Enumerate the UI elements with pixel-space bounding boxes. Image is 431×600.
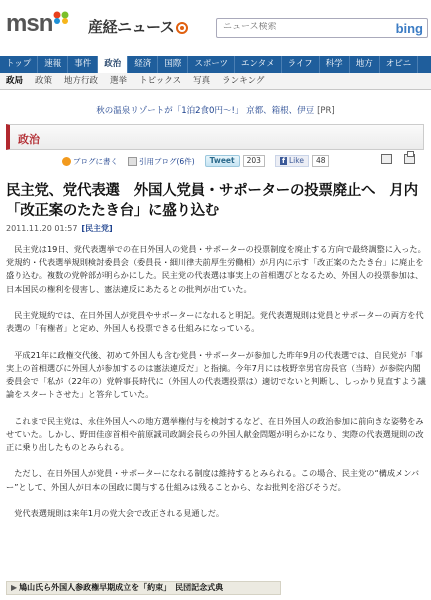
tweet-count: 203 [243,155,265,167]
nav-primary-item[interactable]: 速報 [38,56,68,73]
tweet-button[interactable]: Tweet [205,155,240,167]
search-box [216,18,428,38]
article-paragraph: ただし、在日外国人が党員・サポーターになれる制度は維持するとみられる。この場合、民主党の“構成メンバー”として、外国人が日本の国政に関与する仕組みは残ることから、なお批判を浴びそうだ。 [6,468,420,492]
nav-primary-item[interactable]: 経済 [128,56,158,73]
nav-secondary-item[interactable]: 政策 [35,76,53,86]
secondary-nav [0,73,431,90]
msn-logo-text: msn [6,10,53,37]
promo-banner [0,104,431,116]
nav-primary-item[interactable]: 政治 [98,56,128,73]
blog-icon [62,157,71,166]
nav-primary-item[interactable]: トップ [0,56,38,73]
social-bar [62,154,329,168]
section-header [6,124,424,150]
section-title: 政治 [18,133,40,146]
blog-write-link[interactable]: ブログに書く [73,156,118,166]
sun-icon [176,22,188,34]
like-label: Like [288,156,304,165]
quote-blog-icon [128,157,137,166]
nav-secondary-item[interactable]: 選挙 [110,76,128,86]
nav-secondary-item[interactable]: 政局 [6,76,24,86]
related-article-title: 鳩山氏ら外国人参政権早期成立を「約束」 民団記念式典 [19,583,224,592]
related-article-link[interactable] [6,581,281,595]
primary-nav [0,56,431,73]
quote-blog-link[interactable]: 引用ブログ(6件) [139,156,195,166]
triangle-icon: ▶ [11,583,18,592]
nav-secondary-item[interactable]: ランキング [222,76,265,86]
article-title: 民主党、党代表選 外国人党員・サポーターの投票廃止へ 月内「改正案のたたき台」に盛り込む [6,183,418,219]
article-timestamp: 2011.11.20 01:57 [6,224,78,233]
article-paragraph: 党代表選規則は来年1月の党大会で改正される見通しだ。 [14,507,225,518]
nav-secondary-item[interactable]: 写真 [193,76,211,86]
nav-secondary-item[interactable]: トピックス [139,76,182,86]
search-input[interactable] [223,22,373,32]
article-paragraph: これまで民主党は、永住外国人への地方選挙権付与を検討するなど、在日外国人の政治参加に前向きな姿勢をみせていた。しかし、野田佳彦首相や前原誠司政調会長らの外国人献金問題が明らかになり、実際の代表選規則の改正に乗り出したものとみられる。 [6,415,424,452]
nav-secondary-item[interactable]: 地方行政 [64,76,99,86]
nav-primary-item[interactable]: エンタメ [235,56,282,73]
article-body [6,243,426,533]
bing-search-button[interactable]: bing [395,21,423,36]
nav-primary-item[interactable]: 地方 [350,56,380,73]
print-icon[interactable] [404,154,415,164]
sankei-logo-text: 産経ニュース [88,18,175,36]
nav-primary-item[interactable]: オピニ [380,56,419,73]
facebook-icon: f [281,157,285,165]
article-paragraph: 民主党は19日、党代表選挙での在日外国人の党員・サポーターの投票制度を廃止する方向で最終調整に入った。党規約・代表選挙規則検討委員会（委員長・細川律夫前厚生労働相）が月内に示す「改正案のたたき台」に廃止を盛り込む。複数の党幹部が明らかにした。民主党の代表選は事実上の首相選びとなるため、外国人の投票参加は、日本国民の権利を侵害し、憲法違反にあたるとの批判が出ていた。 [6,244,426,294]
article-paragraph: 平成21年に政権交代後、初めて外国人も含む党員・サポーターが参加した昨年9月の代表選では、自民党が「事実上の首相選びに外国人が参加するのは憲法違反だ」と指摘。今年7月には枝野幸男官房長官（当時）が参院内閣委員会で「私が（22年の）党幹事長時代に（外国人の代表選投票は）適切でないと判断し、しっかり見直すよう議論をスタートさせた」と答弁していた。 [6,349,426,400]
nav-primary-item[interactable]: 事件 [68,56,98,73]
nav-primary-item[interactable]: 科学 [320,56,350,73]
nav-primary-item[interactable]: スポーツ [188,56,235,73]
facebook-like-button[interactable] [275,155,309,167]
promo-pr-tag: [PR] [317,106,335,116]
promo-link[interactable]: 秋の温泉リゾートが「1泊2食0円～!」 京都、箱根、伊豆 [96,106,315,116]
article-paragraph: 民主党規約では、在日外国人が党員やサポーターになれると明記。党代表選規則は党員とサポーターの両方を代表選の「有権者」と定め、外国人も投票できる仕組みになっている。 [6,310,424,334]
like-count: 48 [312,155,330,167]
article-meta [6,223,113,234]
email-icon[interactable] [381,154,392,164]
msn-logo[interactable] [6,10,69,38]
nav-primary-item[interactable]: ライフ [282,56,320,73]
category-link[interactable]: [民主党] [81,224,113,233]
site-header [0,0,431,56]
butterfly-icon [53,4,69,18]
sankei-logo[interactable] [88,16,188,37]
nav-primary-item[interactable]: 国際 [158,56,188,73]
article-tools [381,154,415,164]
